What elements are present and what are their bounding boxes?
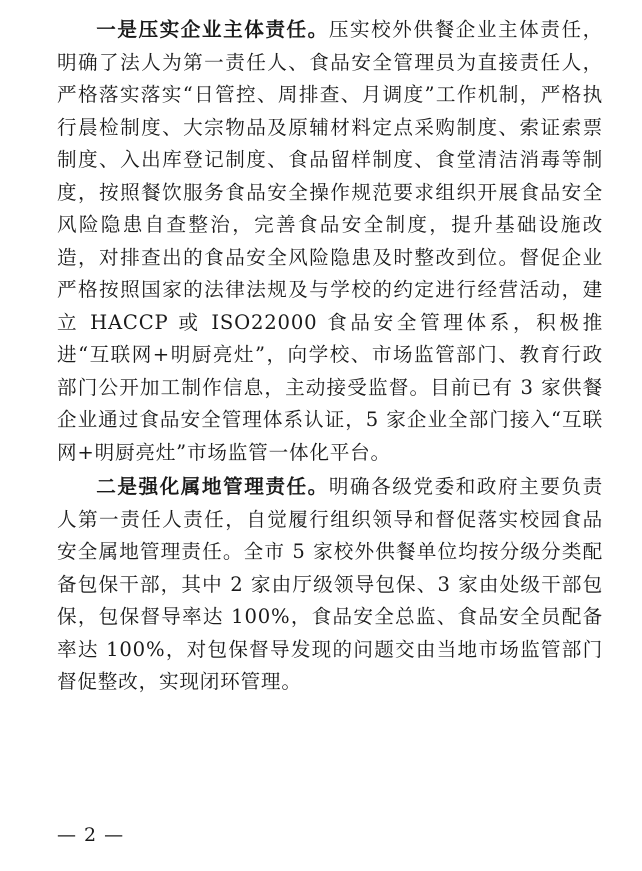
document-body [57,14,603,699]
paragraph-enterprise-responsibility [57,14,603,469]
paragraph-territorial-responsibility [57,471,603,699]
paragraph-heading: 一是压实企业主体责任。 [96,18,329,41]
paragraph-text: 明确各级党委和政府主要负责人第一责任人责任，自觉履行组织领导和督促落实校园食品安全属地管理责任。全市 5 家校外供餐单位均按分级分类配备包保干部，其中 2 家由厅级领导包保、3 家由处级干部包保，包保督导率达 100%，食品安全总监、食品安全员配备率达 100%，对包保督导发现的问题交由当地市场监管部门督促整改，实现闭环管理。 [57,475,603,693]
paragraph-text: 压实校外供餐企业主体责任，明确了法人为第一责任人、食品安全管理员为直接责任人，严格落实落实“日管控、周排查、月调度”工作机制，严格执行晨检制度、大宗物品及原辅材料定点采购制度、索证索票制度、入出库登记制度、食品留样制度、食堂清洁消毒等制度，按照餐饮服务食品安全操作规范要求组织开展食品安全风险隐患自查整治，完善食品安全制度，提升基础设施改造，对排查出的食品安全风险隐患及时整改到位。督促企业严格按照国家的法律法规及与学校的约定进行经营活动，建立 HACCP 或 ISO22000 食品安全管理体系，积极推进“互联网+明厨亮灶”，向学校、市场监管部门、教育行政部门公开加工制作信息，主动接受监督。目前已有 3 家供餐企业通过食品安全管理体系认证，5 家企业全部门接入“互联网+明厨亮灶”市场监管一体化平台。 [57,18,603,464]
page-number: — 2 — [57,824,125,846]
paragraph-heading: 二是强化属地管理责任。 [96,475,329,498]
